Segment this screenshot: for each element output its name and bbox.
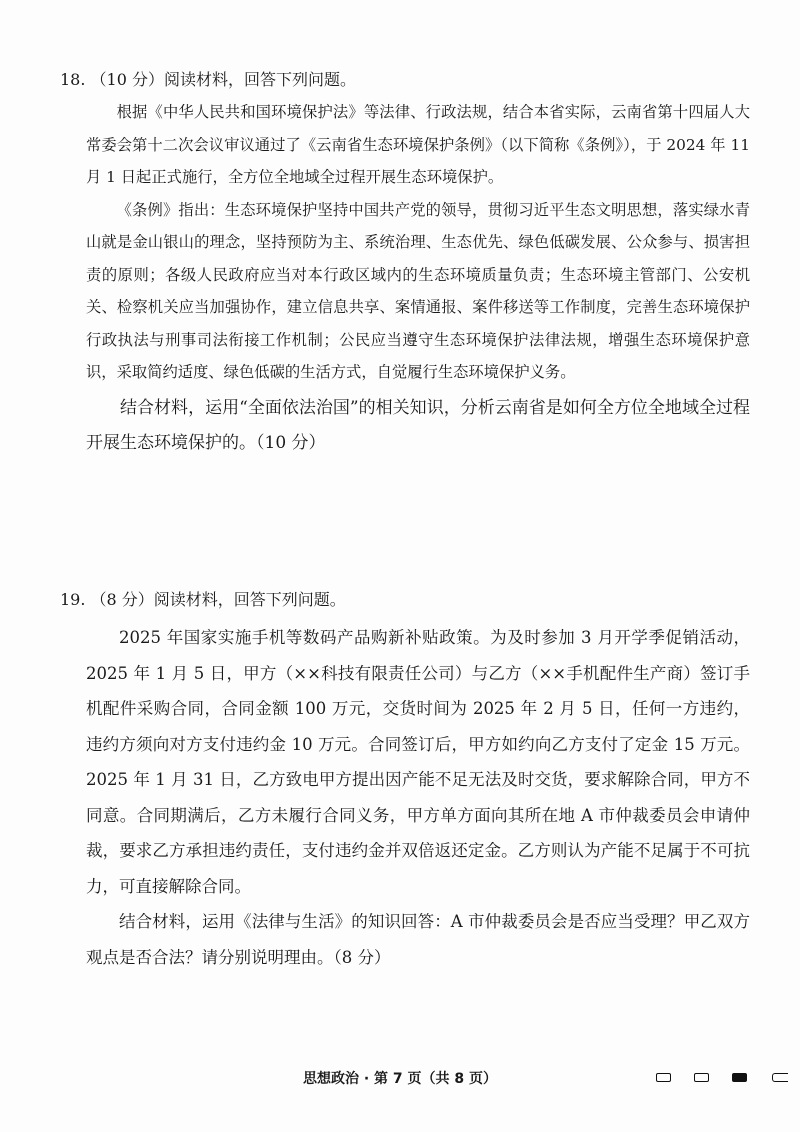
question-18-material-paragraph-1: 根据《中华人民共和国环境保护法》等法律、行政法规，结合本省实际，云南省第十四届人大常委会第十二次会议审议通过了《云南省生态环境保护条例》（以下简称《条例》），于 2024 年 11 月 1 日起正式施行，全方位全地域全过程开展生态环境保护。	[86, 103, 750, 186]
page-footer: 思想政治 · 第 7 页（共 8 页）	[302, 1071, 498, 1087]
question-18-prompt: 结合材料，运用“全面依法治国”的相关知识，分析云南省是如何全方位全地域全过程开展生态环境保护的。（10 分）	[86, 397, 750, 453]
alignment-mark-icon	[732, 1073, 747, 1082]
question-18	[60, 66, 750, 461]
question-19	[60, 586, 750, 975]
alignment-mark-icon	[694, 1073, 709, 1082]
question-18-header: 18. （10 分）阅读材料，回答下列问题。	[60, 70, 356, 89]
question-19-material-paragraph-1: 2025 年国家实施手机等数码产品购新补贴政策。为及时参加 3 月开学季促销活动，2025 年 1 月 5 日，甲方（××科技有限责任公司）与乙方（××手机配件生产商）签订手机配件采购合同，合同金额 100 万元，交货时间为 2025 年 2 月 5 日，任何一方违约，违约方须向对方支付违约金 10 万元。合同签订后，甲方如约向乙方支付了定金 15 万元。2025 年 1 月 31 日，乙方致电甲方提出因产能不足无法及时交货，要求解除合同，甲方不同意。合同期满后，乙方未履行合同义务，甲方单方面向其所在地 A 市仲裁委员会申请仲裁，要求乙方承担违约责任，支付违约金并双倍返还定金。乙方则认为产能不足属于不可抗力，可直接解除合同。	[86, 628, 750, 896]
alignment-mark-icon	[772, 1073, 788, 1082]
question-19-header: 19. （8 分）阅读材料，回答下列问题。	[60, 590, 346, 609]
scan-alignment-marks	[654, 1070, 794, 1086]
question-19-prompt: 结合材料，运用《法律与生活》的知识回答：A 市仲裁委员会是否应当受理？甲乙双方观点是否合法？请分别说明理由。（8 分）	[86, 912, 750, 967]
question-18-material-paragraph-2: 《条例》指出：生态环境保护坚持中国共产党的领导，贯彻习近平生态文明思想，落实绿水青山就是金山银山的理念，坚持预防为主、系统治理、生态优先、绿色低碳发展、公众参与、损害担责的原则；各级人民政府应当对本行政区域内的生态环境质量负责；生态环境主管部门、公安机关、检察机关应当加强协作，建立信息共享、案情通报、案件移送等工作制度，完善生态环境保护行政执法与刑事司法衔接工作机制；公民应当遵守生态环境保护法律法规，增强生态环境保护意识，采取简约适度、绿色低碳的生活方式，自觉履行生态环境保护义务。	[86, 200, 750, 381]
alignment-mark-icon	[656, 1073, 671, 1082]
